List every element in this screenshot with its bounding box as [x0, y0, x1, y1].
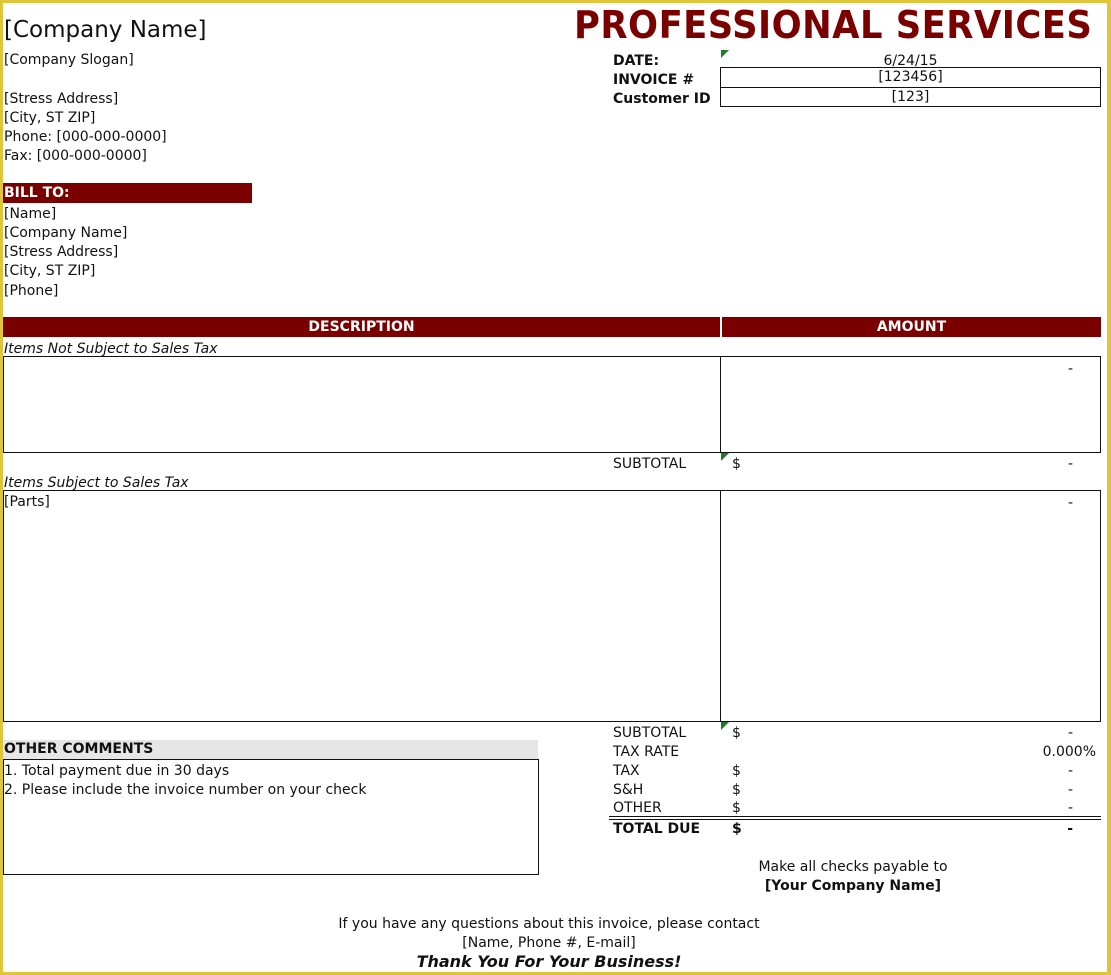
total-divider-top	[609, 816, 1101, 817]
customer-id-field[interactable]: [123]	[720, 87, 1101, 107]
company-city: [City, ST ZIP]	[4, 110, 96, 126]
total-due-label: TOTAL DUE	[613, 821, 701, 837]
tax-currency: $	[732, 763, 741, 779]
section-taxable-label: Items Subject to Sales Tax	[4, 475, 189, 491]
sh-value[interactable]: -	[1067, 782, 1073, 798]
tax-rate-value[interactable]: 0.000%	[1042, 744, 1096, 760]
footer-thanks: Thank You For Your Business!	[416, 952, 682, 971]
sh-label: S&H	[613, 782, 644, 798]
bill-to-city: [City, ST ZIP]	[4, 263, 96, 279]
company-address: [Stress Address]	[4, 91, 119, 107]
date-value: 6/24/15	[883, 53, 938, 69]
non-taxable-amount: -	[1067, 361, 1073, 377]
description-header: DESCRIPTION	[3, 317, 720, 337]
subtotal-taxable-currency: $	[732, 725, 741, 741]
other-label: OTHER	[613, 800, 662, 816]
taxable-description-box[interactable]	[3, 490, 721, 722]
subtotal-taxable-label: SUBTOTAL	[613, 725, 687, 741]
subtotal-taxable-value: -	[1067, 725, 1073, 741]
bill-to-phone: [Phone]	[4, 283, 59, 299]
tax-rate-label: TAX RATE	[613, 744, 680, 760]
comment-line-1: 1. Total payment due in 30 days	[4, 763, 230, 779]
amount-header: AMOUNT	[722, 317, 1101, 337]
tax-value: -	[1067, 763, 1073, 779]
subtotal-currency: $	[732, 456, 741, 472]
footer-contact-details: [Name, Phone #, E-mail]	[462, 935, 636, 951]
comment-flag-icon	[721, 453, 729, 461]
company-fax: Fax: [000-000-0000]	[4, 148, 147, 164]
payable-line: Make all checks payable to	[758, 859, 948, 875]
date-label: DATE:	[613, 53, 660, 69]
taxable-amount: -	[1067, 495, 1073, 511]
tax-label: TAX	[613, 763, 640, 779]
section-non-taxable-label: Items Not Subject to Sales Tax	[4, 341, 218, 357]
bill-to-header: BILL TO:	[3, 183, 252, 203]
company-phone: Phone: [000-000-0000]	[4, 129, 167, 145]
company-slogan: [Company Slogan]	[4, 52, 134, 68]
other-currency: $	[732, 800, 741, 816]
subtotal-label: SUBTOTAL	[613, 456, 687, 472]
subtotal-value: -	[1067, 456, 1073, 472]
document-title: PROFESSIONAL SERVICES	[573, 3, 1092, 47]
payable-company: [Your Company Name]	[764, 878, 942, 894]
footer-contact-line: If you have any questions about this invoice, please contact	[338, 916, 760, 932]
company-name: [Company Name]	[4, 17, 207, 43]
sh-currency: $	[732, 782, 741, 798]
total-due-value: -	[1067, 821, 1073, 837]
comment-line-2: 2. Please include the invoice number on your check	[4, 782, 367, 798]
taxable-item: [Parts]	[4, 494, 50, 510]
other-value[interactable]: -	[1067, 800, 1073, 816]
invoice-label: INVOICE #	[613, 72, 695, 88]
bill-to-company: [Company Name]	[4, 225, 128, 241]
customer-id-label: Customer ID	[613, 91, 711, 107]
bill-to-name: [Name]	[4, 206, 57, 222]
comment-flag-icon	[721, 722, 729, 730]
non-taxable-description-box[interactable]	[3, 356, 721, 453]
comments-header: OTHER COMMENTS	[3, 740, 538, 759]
bill-to-address: [Stress Address]	[4, 244, 119, 260]
invoice-number-field[interactable]: [123456]	[720, 67, 1101, 88]
total-due-currency: $	[732, 821, 742, 837]
taxable-amount-box[interactable]	[720, 490, 1101, 722]
